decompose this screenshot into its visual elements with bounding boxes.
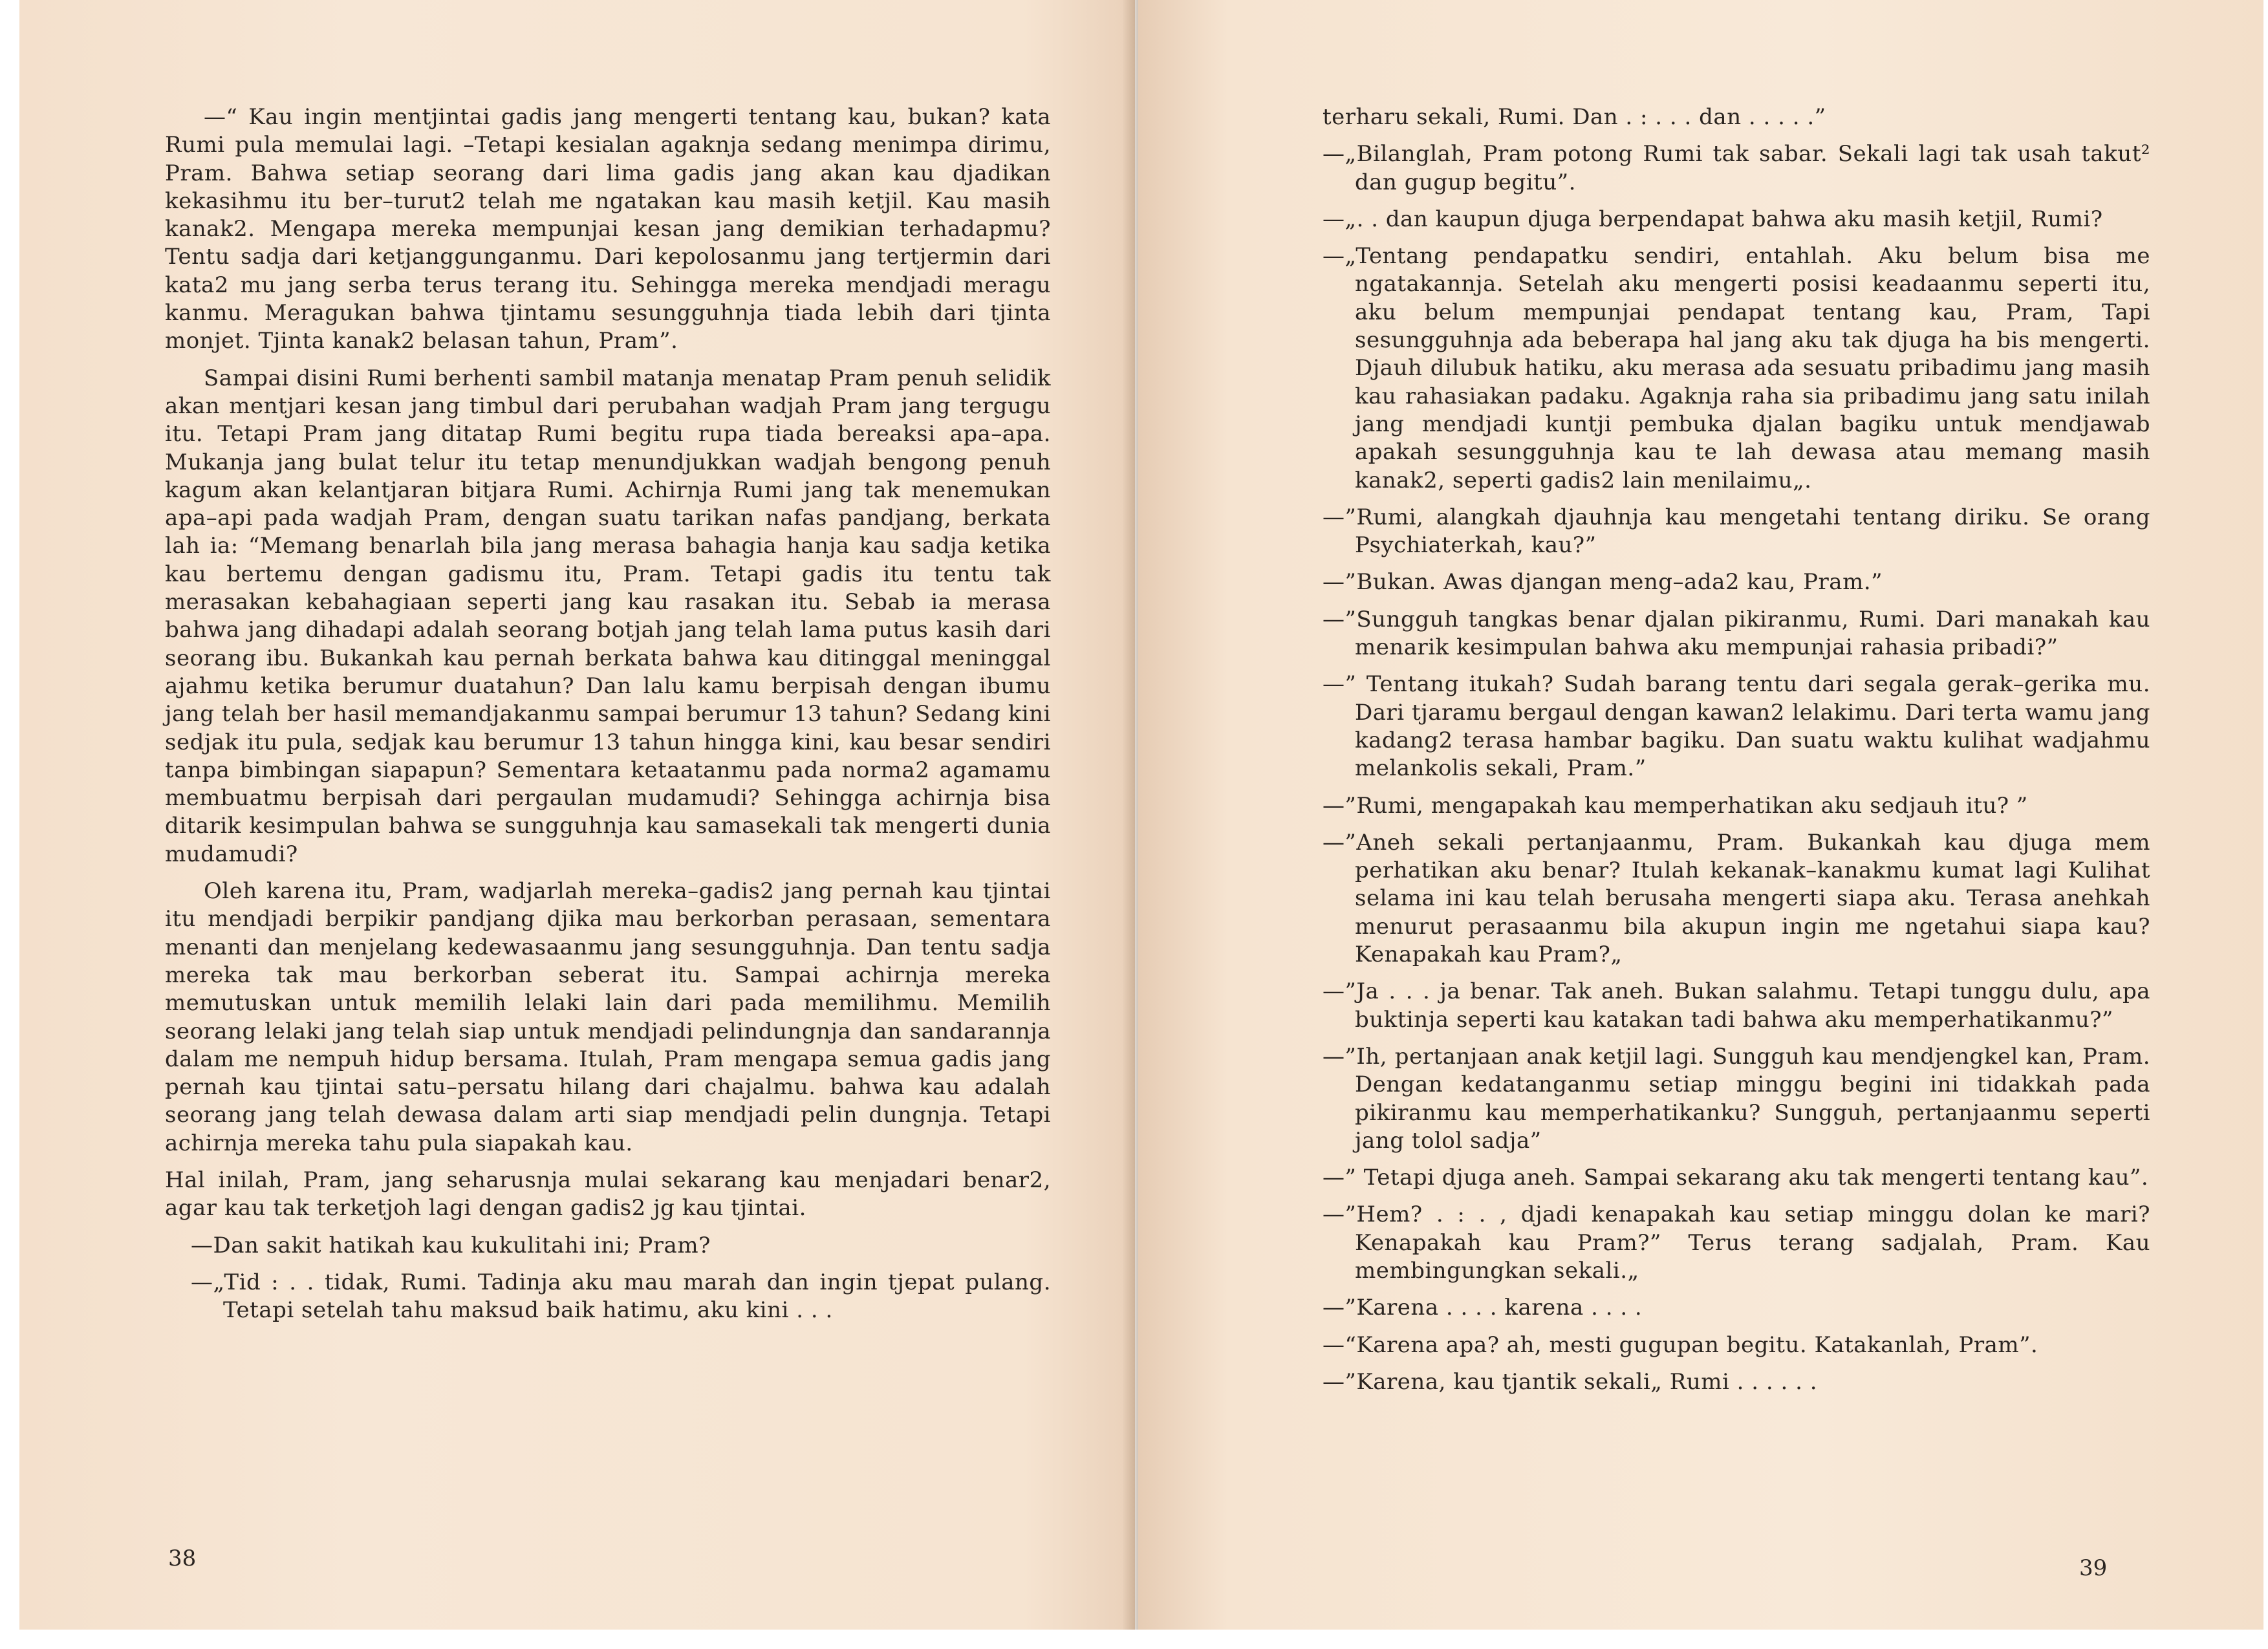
right-paragraph-1: terharu sekali, Rumi. Dan . : . . . dan . . . . .” (1323, 104, 1826, 130)
right-paragraph-8: —” Tentang itukah? Sudah barang tentu dari segala gerak–gerika mu. Dari tjaramu bergaul dengan kawan2 lelakimu. Dari terta wamu jang kadang2 terasa hambar bagiku. Dan suatu waktu kulihat wadjahmu melankolis sekali, Pram.” (1323, 671, 2150, 782)
left-paragraph-4: Hal inilah, Pram, jang seharusnja mulai sekarang kau menjadari benar2, agar kau tak terketjoh lagi dengan gadis2 jg kau tjintai. (165, 1167, 1051, 1222)
left-paragraph-6: —„Tid : . . tidak, Rumi. Tadinja aku mau marah dan ingin tjepat pulang. Tetapi setelah tahu maksud baik hatimu, aku kini . . . (191, 1269, 1051, 1324)
right-page (1138, 0, 2263, 1630)
right-paragraph-17: —”Karena, kau tjantik sekali„ Rumi . . . . . . (1323, 1368, 1818, 1395)
right-paragraph-14: —”Hem? . : . , djadi kenapakah kau setiap minggu dolan ke mari? Kenapakah kau Pram?” Terus terang sadjalah, Pram. Kau membingungkan sekali.„ (1323, 1202, 2150, 1284)
left-paragraph-2: Sampai disini Rumi berhenti sambil matanja menatap Pram penuh selidik akan mentjari kesan jang timbul dari perubahan wadjah Pram jang tergugu itu. Tetapi Pram jang ditatap Rumi begitu rupa tiada bereaksi apa–apa. Mukanja jang bulat telur itu tetap menundjukkan wadjah bengong penuh kagum akan kelantjaran bitjara Rumi. Achirnja Rumi jang tak menemukan apa–api pada wadjah Pram, dengan suatu tarikan nafas pandjang, berkata lah ia: “Memang benarlah bila jang merasa bahagia hanja kau sadja ketika kau bertemu dengan gadismu itu, Pram. Tetapi gadis itu tentu tak merasakan kebahagiaan seperti jang kau rasakan itu. Sebab ia merasa bahwa jang dihadapi adalah seorang botjah jang telah lama putus kasih dari seorang ibu. Bukankah kau pernah berkata bahwa kau ditinggal meninggal ajahmu ketika berumur duatahun? Dan lalu kamu berpisah dengan ibumu jang telah ber hasil memandjakanmu sampai berumur 13 tahun? Sedang kini sedjak itu pula, sedjak kau berumur 13 tahun hingga kini, kau besar sendiri tanpa bimbingan siapapun? Sementara ketaatanmu pada norma2 agamamu membuatmu berpisah dari pergaulan mudamudi? Sehingga achirnja bisa ditarik kesimpulan bahwa se sungguhnja kau samasekali tak mengerti dunia mudamudi? (165, 365, 1051, 867)
right-paragraph-2: —„Bilanglah, Pram potong Rumi tak sabar. Sekali lagi tak usah takut² dan gugup begitu”. (1323, 141, 2150, 195)
right-paragraph-5: —”Rumi, alangkah djauhnja kau mengetahi tentang diriku. Se orang Psychiaterkah, kau?” (1323, 504, 2150, 559)
right-paragraph-6: —”Bukan. Awas djangan meng–ada2 kau, Pram.” (1323, 569, 1883, 596)
right-paragraph-16: —“Karena apa? ah, mesti gugupan begitu. Katakanlah, Pram”. (1323, 1331, 2038, 1358)
left-paragraph-1: —“ Kau ingin mentjintai gadis jang mengerti tentang kau, bukan? kata Rumi pula memulai lagi. –Tetapi kesialan agaknja sedang menimpa dirimu, Pram. Bahwa setiap seorang dari lima gadis jang akan kau djadikan kekasihmu itu ber–turut2 telah me ngatakan kau masih ketjil. Kau masih kanak2. Mengapa mereka mempunjai kesan jang demikian terhadapmu? Tentu sadja dari ketjanggunganmu. Dari kepolosanmu jang tertjermin dari kata2 mu jang serba terus terang itu. Sehingga mereka mendjadi meragu kanmu. Meragukan bahwa tjintamu sesungguhnja tiada lebih dari tjinta monjet. Tjinta kanak2 belasan tahun, Pram”. (165, 104, 1051, 354)
right-paragraph-13: —” Tetapi djuga aneh. Sampai sekarang aku tak mengerti tentang kau”. (1323, 1165, 2149, 1191)
right-paragraph-3: —„. . dan kaupun djuga berpendapat bahwa aku masih ketjil, Rumi? (1323, 206, 2103, 232)
left-page (19, 0, 1135, 1630)
right-paragraph-12: —”Ih, pertanjaan anak ketjil lagi. Sungguh kau mendjengkel kan, Pram. Dengan kedatanganmu setiap minggu begini ini tidakkah pada pikiranmu kau memperhatikanku? Sungguh, pertanjaanmu seperti jang tolol sadja” (1323, 1043, 2150, 1154)
right-paragraph-15: —”Karena . . . . karena . . . . (1323, 1295, 1643, 1321)
right-paragraph-11: —”Ja . . . ja benar. Tak aneh. Bukan salahmu. Tetapi tunggu dulu, apa buktinja seperti kau katakan tadi bahwa aku memperhatikanmu?” (1323, 978, 2150, 1033)
page-number-left: 38 (168, 1546, 197, 1571)
left-paragraph-3: Oleh karena itu, Pram, wadjarlah mereka–gadis2 jang pernah kau tjintai itu mendjadi berpikir pandjang djika mau berkorban perasaan, sementara menanti dan menjelang kedewasaanmu jang sesungguhnja. Dan tentu sadja mereka tak mau berkorban seberat itu. Sampai achirnja mereka memutuskan untuk memilih lelaki lain dari pada memilihmu. Memilih seorang lelaki jang telah siap untuk mendjadi pelindungnja dan sandarannja dalam me nempuh hidup bersama. Itulah, Pram mengapa semua gadis jang pernah kau tjintai satu–persatu hilang dari chajalmu. bahwa kau adalah seorang jang telah dewasa dalam arti siap mendjadi pelin dungnja. Tetapi achirnja mereka tahu pula siapakah kau. (165, 878, 1051, 1156)
right-paragraph-10: —”Aneh sekali pertanjaanmu, Pram. Bukankah kau djuga mem perhatikan aku benar? Itulah kekanak–kanakmu kumat lagi Kulihat selama ini kau telah berusaha mengerti siapa aku. Terasa anehkah menurut perasaanmu bila akupun ingin me ngetahui siapa kau? Kenapakah kau Pram?„ (1323, 829, 2150, 968)
right-paragraph-7: —”Sungguh tangkas benar djalan pikiranmu, Rumi. Dari manakah kau menarik kesimpulan bahwa aku mempunjai rahasia pribadi?” (1323, 606, 2150, 661)
right-page-text (1297, 103, 2150, 1405)
left-page-text (165, 103, 1051, 1333)
right-paragraph-4: —„Tentang pendapatku sendiri, entahlah. Aku belum bisa me ngatakannja. Setelah aku mengerti posisi keadaanmu seperti itu, aku belum mempunjai pendapat tentang kau, Pram, Tapi sesungguhnja ada beberapa hal jang aku tak djuga ha bis mengerti. Djauh dilubuk hatiku, aku merasa ada sesuatu pribadimu jang masih kau rahasiakan padaku. Agaknja raha sia pribadimu jang satu inilah jang mendjadi kuntji pembuka djalan bagiku untuk mendjawab apakah sesungguhnja kau te lah dewasa atau memang masih kanak2, seperti gadis2 lain menilaimu„. (1323, 243, 2150, 493)
page-number-right: 39 (2079, 1555, 2108, 1581)
right-paragraph-9: —”Rumi, mengapakah kau memperhatikan aku sedjauh itu? ” (1323, 792, 2028, 819)
left-paragraph-5: —Dan sakit hatikah kau kukulitahi ini; Pram? (191, 1232, 711, 1258)
